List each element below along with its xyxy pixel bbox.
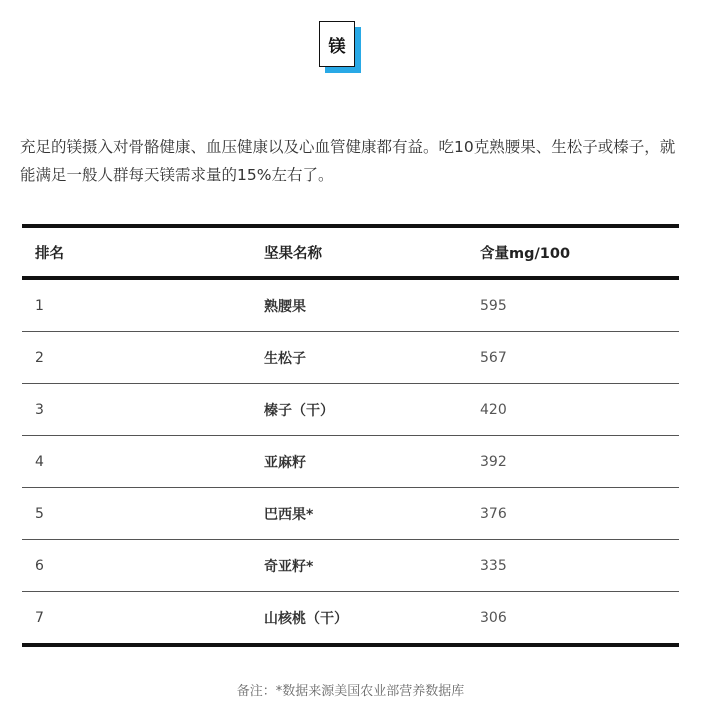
- content-cell: 420: [480, 384, 679, 436]
- nut-name-cell: 亚麻籽: [264, 436, 480, 488]
- nut-name-cell: 榛子（干）: [264, 384, 480, 436]
- table-row: [22, 436, 679, 488]
- intro-paragraph: 充足的镁摄入对骨骼健康、血压健康以及心血管健康都有益。吃10克熟腰果、生松子或榛子，就能满足一般人群每天镁需求量的15%左右了。: [20, 138, 676, 184]
- content-cell: 306: [480, 592, 679, 646]
- rank-cell: 2: [22, 332, 264, 384]
- table-row: [22, 488, 679, 540]
- rank-cell: 7: [22, 592, 264, 646]
- rank-cell: 6: [22, 540, 264, 592]
- header-content: 含量mg/100: [480, 245, 571, 262]
- nut-name-cell: 山核桃（干）: [264, 592, 480, 646]
- content-cell: 392: [480, 436, 679, 488]
- table-header-row: [22, 226, 679, 278]
- rank-cell: 5: [22, 488, 264, 540]
- rank-cell: 1: [22, 278, 264, 332]
- table-row: [22, 592, 679, 646]
- header-nut-name: 坚果名称: [264, 245, 322, 262]
- content-cell: 595: [480, 278, 679, 332]
- rank-cell: 3: [22, 384, 264, 436]
- content-cell: 335: [480, 540, 679, 592]
- rank-cell: 4: [22, 436, 264, 488]
- nut-magnesium-table: [22, 224, 679, 647]
- table-row: [22, 332, 679, 384]
- content-cell: 376: [480, 488, 679, 540]
- header-rank: 排名: [35, 245, 64, 262]
- table-row: [22, 540, 679, 592]
- content-cell: 567: [480, 332, 679, 384]
- section-title: 镁: [319, 21, 355, 67]
- nut-name-cell: 奇亚籽*: [264, 540, 480, 592]
- nut-name-cell: 生松子: [264, 332, 480, 384]
- nut-name-cell: 熟腰果: [264, 278, 480, 332]
- nut-name-cell: 巴西果*: [264, 488, 480, 540]
- table-row: [22, 278, 679, 332]
- footnote: 备注：*数据来源美国农业部营养数据库: [236, 684, 465, 699]
- table-row: [22, 384, 679, 436]
- section-title-badge: [319, 21, 361, 73]
